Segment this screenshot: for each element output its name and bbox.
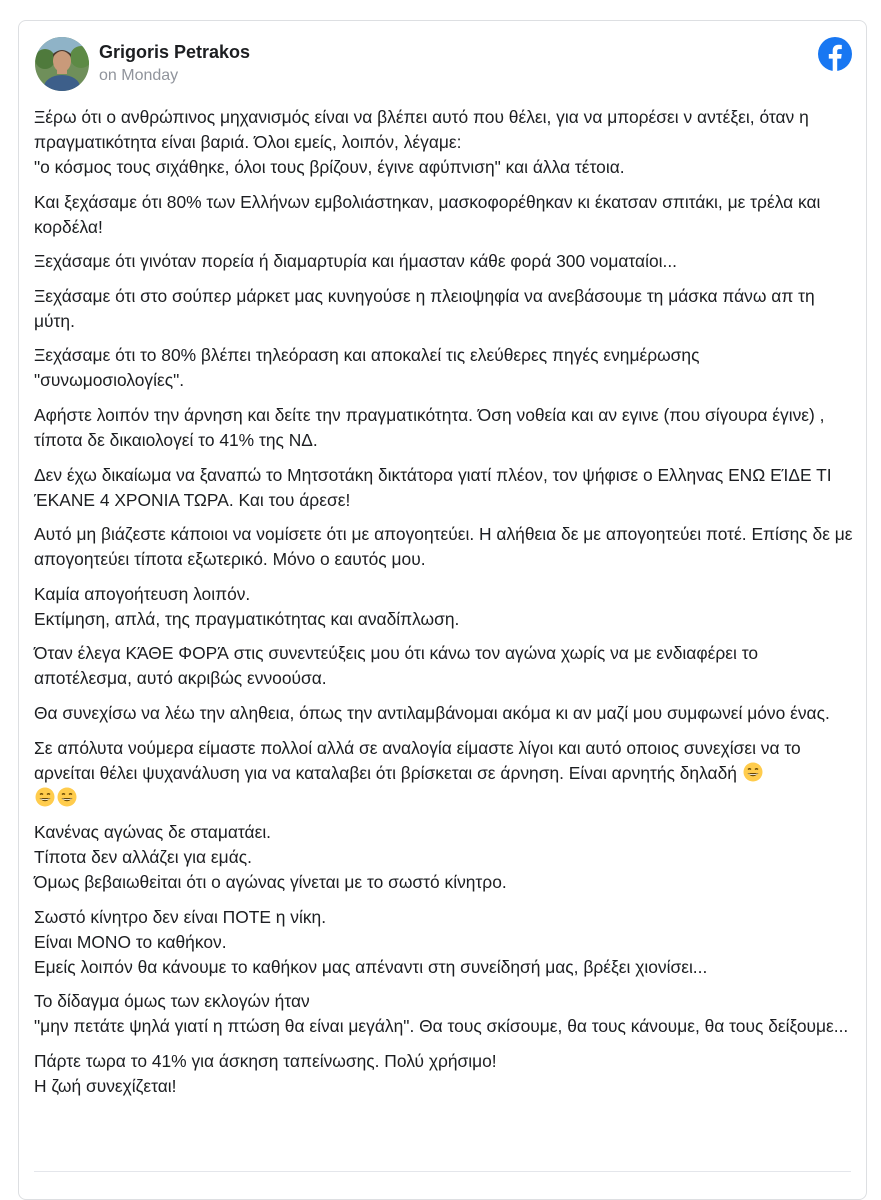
post-header xyxy=(35,37,852,93)
post-footer-divider xyxy=(34,1171,851,1172)
post-paragraph: Και ξεχάσαμε ότι 80% των Ελλήνων εμβολιάστηκαν, μασκοφορέθηκαν κι έκατσαν σπιτάκι, με τρέλα και κορδέλα! xyxy=(34,191,821,237)
grinning-squinting-face-emoji-icon xyxy=(743,762,763,782)
post-paragraph: Ξέρω ότι ο ανθρώπινος μηχανισμός είναι να βλέπει αυτό που θέλει, για να μπορέσει ν αντέξει, όταν η πραγματικότητα είναι βαριά. Όλοι εμείς, λοιπόν, λέγαμε: "ο κόσμος τους σιχάθηκε, όλοι τους βρίζουν, έγινε αφύπνιση" και άλλα τέτοια. xyxy=(34,107,809,177)
avatar[interactable] xyxy=(35,37,89,91)
post-paragraph: Αυτό μη βιάζεστε κάποιοι να νομίσετε ότι με απογοητεύει. Η αλήθεια δε με απογοητεύει ποτέ. Επίσης δε με απογοητεύει τίποτα εξωτερικό. Μόνο ο εαυτός μου. xyxy=(34,524,853,570)
post-paragraph-with-emoji xyxy=(34,736,854,811)
post-author-name[interactable]: Grigoris Petrakos xyxy=(99,42,251,62)
post-paragraph: Το δίδαγμα όμως των εκλογών ήταν "μην πετάτε ψηλά γιατί η πτώση θα είναι μεγάλη". Θα τους σκίσουμε, θα τους κάνουμε, θα τους δείξουμε... xyxy=(34,991,849,1037)
post-paragraph: Ξεχάσαμε ότι το 80% βλέπει τηλεόραση και αποκαλεί τις ελεύθερες πηγές ενημέρωσης "συνωμοσιολογίες". xyxy=(34,345,700,391)
post-paragraph: Πάρτε τωρα το 41% για άσκηση ταπείνωσης. Πολύ χρήσιμο! Η ζωή συνεχίζεται! xyxy=(34,1050,497,1096)
post-paragraph: Αφήστε λοιπόν την άρνηση και δείτε την πραγματικότητα. Όση νοθεία και αν εγινε (που σίγουρα έγινε) , τίποτα δε δικαιολογεί το 41% της ΝΔ. xyxy=(34,404,825,450)
post-paragraph: Ξεχάσαμε ότι στο σούπερ μάρκετ μας κυνηγούσε η πλειοψηφία να ανεβάσουμε τη μάσκα πάνω απ τη μύτη. xyxy=(34,285,815,331)
post-paragraph: Όταν έλεγα ΚΆΘΕ ΦΟΡΆ στις συνεντεύξεις μου ότι κάνω τον αγώνα χωρίς να με ενδιαφέρει το αποτέλεσμα, αυτό ακριβώς εννοούσα. xyxy=(34,643,759,689)
post-text xyxy=(34,105,854,1099)
post-paragraph-text: Σε απόλυτα νούμερα είμαστε πολλοί αλλά σε αναλογία είμαστε λίγοι και αυτό οποιος συνεχίσει να το αρνείται θέλει ψυχανάλυση για να καταλαβει ότι βρίσκεται σε άρνηση. Είναι αρνητής δηλαδή xyxy=(34,737,801,783)
post-paragraph: Δεν έχω δικαίωμα να ξαναπώ το Μητσοτάκη δικτάτορα γιατί πλέον, τον ψήφισε ο Ελληνας ΕΝΩ ΕΊΔΕ ΤΙ ΈΚΑΝΕ 4 ΧΡΟΝΙΑ ΤΩΡΑ. Και του άρεσε! xyxy=(34,464,832,510)
post-paragraph: Ξεχάσαμε ότι γινόταν πορεία ή διαμαρτυρία και ήμασταν κάθε φορά 300 νοματαίοι... xyxy=(34,251,677,272)
post-paragraph: Θα συνεχίσω να λέω την αληθεια, όπως την αντιλαμβάνομαι ακόμα κι αν μαζί μου συμφωνεί μόνο ένας. xyxy=(34,702,830,723)
grinning-squinting-face-emoji-icon xyxy=(35,787,55,807)
facebook-post-card xyxy=(18,20,867,1200)
post-paragraph: Κανένας αγώνας δε σταματάει. Τίποτα δεν αλλάζει για εμάς. Όμως βεβαιωθεiται ότι ο αγώνας γίνεται με το σωστό κίνητρο. xyxy=(34,822,507,893)
avatar-photo xyxy=(35,37,89,91)
post-timestamp[interactable]: on Monday xyxy=(99,67,179,84)
grinning-squinting-face-emoji-icon xyxy=(57,787,77,807)
facebook-logo-icon[interactable] xyxy=(818,37,852,71)
post-paragraph: Σωστό κίνητρο δεν είναι ΠΟΤΕ η νίκη. Είναι ΜΟΝΟ το καθήκον. Εμείς λοιπόν θα κάνουμε το καθήκον μας απέναντι στη συνείδησή μας, βρέξει χιονίσει... xyxy=(34,906,708,977)
post-paragraph: Καμία απογοήτευση λοιπόν. Εκτίμηση, απλά, της πραγματικότητας και αναδίπλωση. xyxy=(34,583,460,629)
